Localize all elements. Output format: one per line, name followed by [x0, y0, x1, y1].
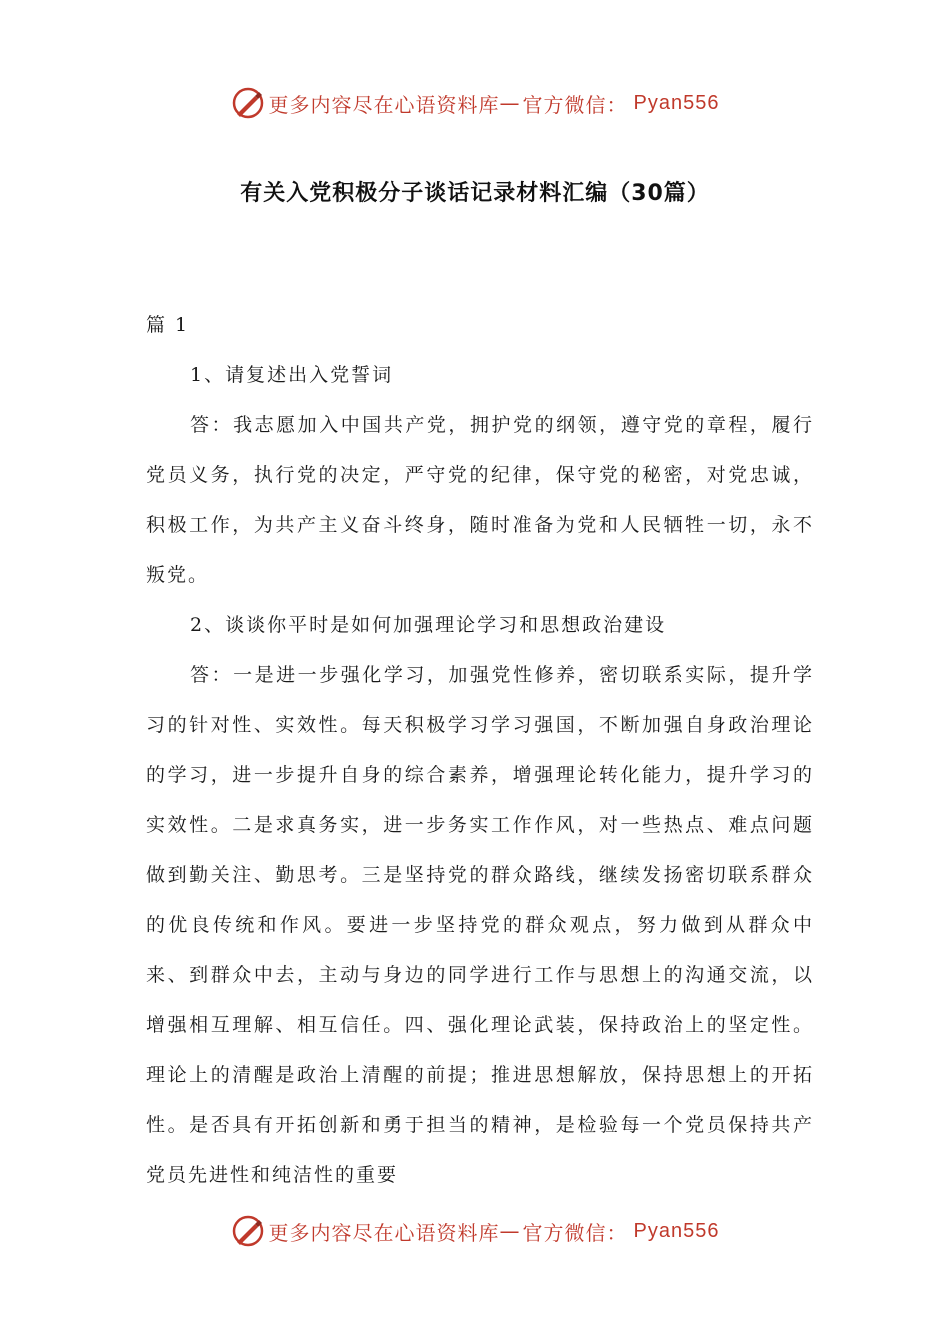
watermark-text: 更多内容尽在心语资料库 [268, 1220, 500, 1245]
watermark-label: 官方微信： [522, 92, 628, 117]
watermark-dash: — [499, 1219, 521, 1243]
question-2: 2、谈谈你平时是如何加强理论学习和思想政治建设 [190, 614, 667, 636]
watermark-header [0, 83, 950, 123]
answer-1: 答：我志愿加入中国共产党，拥护党的纲领，遵守党的章程，履行党员义务，执行党的决定，严守党的纪律，保守党的秘密，对党忠诚，积极工作，为共产主义奋斗终身，随时准备为党和人民牺牲一切，永不叛党。 [146, 414, 814, 586]
document-body [146, 300, 814, 1200]
watermark-wechat-id: Pyan556 [633, 91, 720, 114]
document-title: 有关入党积极分子谈话记录材料汇编（30篇） [240, 181, 710, 206]
watermark-footer [0, 1211, 950, 1251]
watermark-wechat-id: Pyan556 [633, 1219, 720, 1242]
watermark-label: 官方微信： [522, 1220, 628, 1245]
question-1: 1、请复述出入党誓词 [190, 364, 394, 386]
answer-2: 答：一是进一步强化学习，加强党性修养，密切联系实际，提升学习的针对性、实效性。每天积极学习学习强国，不断加强自身政治理论的学习，进一步提升自身的综合素养，增强理论转化能力，提升学习的实效性。二是求真务实，进一步务实工作作风，对一些热点、难点问题做到勤关注、勤思考。三是坚持党的群众路线，继续发扬密切联系群众的优良传统和作风。要进一步坚持党的群众观点，努力做到从群众中来、到群众中去，主动与身边的同学进行工作与思想上的沟通交流，以增强相互理解、相互信任。四、强化理论武装，保持政治上的坚定性。理论上的清醒是政治上清醒的前提；推进思想解放，保持思想上的开拓性。是否具有开拓创新和勇于担当的精神，是检验每一个党员保持共产党员先进性和纯洁性的重要 [146, 664, 814, 1186]
section-label: 篇 1 [146, 314, 190, 336]
watermark-text: 更多内容尽在心语资料库 [268, 92, 500, 117]
pen-logo-icon [231, 1214, 265, 1248]
pen-logo-icon [231, 86, 265, 120]
watermark-dash: — [499, 91, 521, 115]
